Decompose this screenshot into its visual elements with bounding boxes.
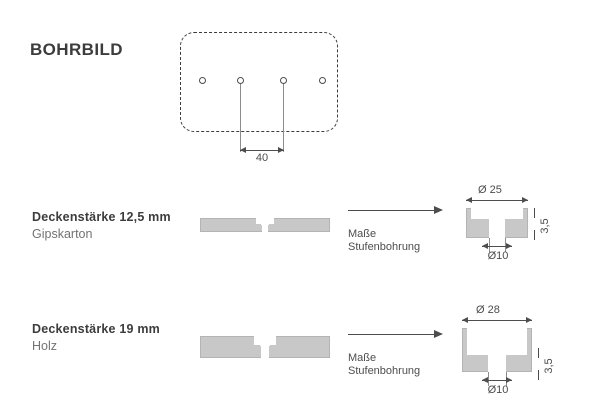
arrow-right-icon bbox=[522, 197, 528, 203]
arrow-line bbox=[348, 334, 434, 335]
arrow-caption-line2: Stufenbohrung bbox=[348, 365, 421, 377]
through-hole-cavity bbox=[489, 218, 505, 239]
bore-shoulder-right bbox=[270, 345, 276, 350]
arrow-right-icon bbox=[434, 330, 443, 338]
dimension-line-bottom-diameter bbox=[482, 380, 512, 381]
arrow-left-icon bbox=[462, 317, 468, 323]
arrow-right-icon bbox=[526, 317, 532, 323]
row-label-sub: Holz bbox=[32, 339, 58, 353]
arrow-caption bbox=[348, 352, 420, 378]
bore-shoulder-left bbox=[256, 224, 261, 227]
arrow-line bbox=[348, 210, 434, 211]
dimension-line-top-diameter bbox=[462, 320, 532, 321]
dimension-label-top-diameter: Ø 25 bbox=[478, 184, 502, 196]
extension-line bbox=[240, 84, 241, 152]
drilling-pattern-diagram bbox=[180, 32, 338, 164]
dimension-line-depth bbox=[534, 208, 535, 218]
arrow-left-icon bbox=[482, 243, 488, 249]
counterbore-cavity bbox=[467, 327, 527, 355]
bore-body-group bbox=[462, 328, 532, 372]
dimension-line-depth bbox=[538, 348, 539, 358]
dimension-line-depth-2 bbox=[538, 370, 539, 380]
dimension-label-bottom-diameter: Ø10 bbox=[487, 250, 509, 262]
arrow-caption-line1: Maße bbox=[348, 352, 377, 364]
arrow-left-icon bbox=[466, 197, 472, 203]
arrow-caption-line2: Stufenbohrung bbox=[348, 241, 421, 253]
row-label-main: Deckenstärke 19 mm bbox=[32, 322, 160, 336]
dimension-line-depth-2 bbox=[534, 230, 535, 240]
row-label-group bbox=[32, 322, 192, 353]
row-label-main: Deckenstärke 12,5 mm bbox=[32, 210, 171, 224]
stepped-bore-detail bbox=[452, 184, 572, 286]
ceiling-cross-section-thin bbox=[200, 212, 330, 238]
dimension-label-top-diameter: Ø 28 bbox=[476, 304, 500, 316]
arrow-caption bbox=[348, 228, 420, 254]
drill-hole bbox=[199, 77, 206, 84]
dimension-line-bottom-diameter bbox=[482, 246, 512, 247]
dimension-label-bottom-diameter: Ø10 bbox=[487, 384, 509, 396]
arrow-caption-line1: Maße bbox=[348, 228, 377, 240]
bore-hole-lower bbox=[261, 345, 269, 359]
row-label-sub: Gipskarton bbox=[32, 227, 93, 241]
bore-hole-lower bbox=[262, 224, 268, 233]
dimension-label-depth: 3,5 bbox=[539, 218, 551, 234]
row-label-group bbox=[32, 210, 192, 241]
arrow-right-icon bbox=[434, 206, 443, 214]
stepped-bore-detail bbox=[452, 304, 572, 408]
bore-shoulder-right bbox=[269, 224, 274, 227]
bore-shoulder-left bbox=[254, 345, 260, 350]
dimension-line-40 bbox=[240, 150, 284, 151]
extension-line bbox=[283, 84, 284, 152]
through-hole-cavity bbox=[488, 354, 506, 373]
drill-hole bbox=[319, 77, 326, 84]
dimension-label-depth: 3,5 bbox=[543, 358, 555, 374]
ceiling-cross-section-thick bbox=[200, 326, 330, 364]
page-title: BOHRBILD bbox=[30, 40, 123, 59]
drill-hole bbox=[280, 77, 287, 84]
drill-hole bbox=[237, 77, 244, 84]
dimension-line-top-diameter bbox=[466, 200, 528, 201]
bore-body-group bbox=[466, 208, 528, 238]
dimension-label-40: 40 bbox=[255, 152, 269, 164]
arrow-right-icon bbox=[506, 377, 512, 383]
arrow-right-icon bbox=[506, 243, 512, 249]
arrow-left-icon bbox=[482, 377, 488, 383]
